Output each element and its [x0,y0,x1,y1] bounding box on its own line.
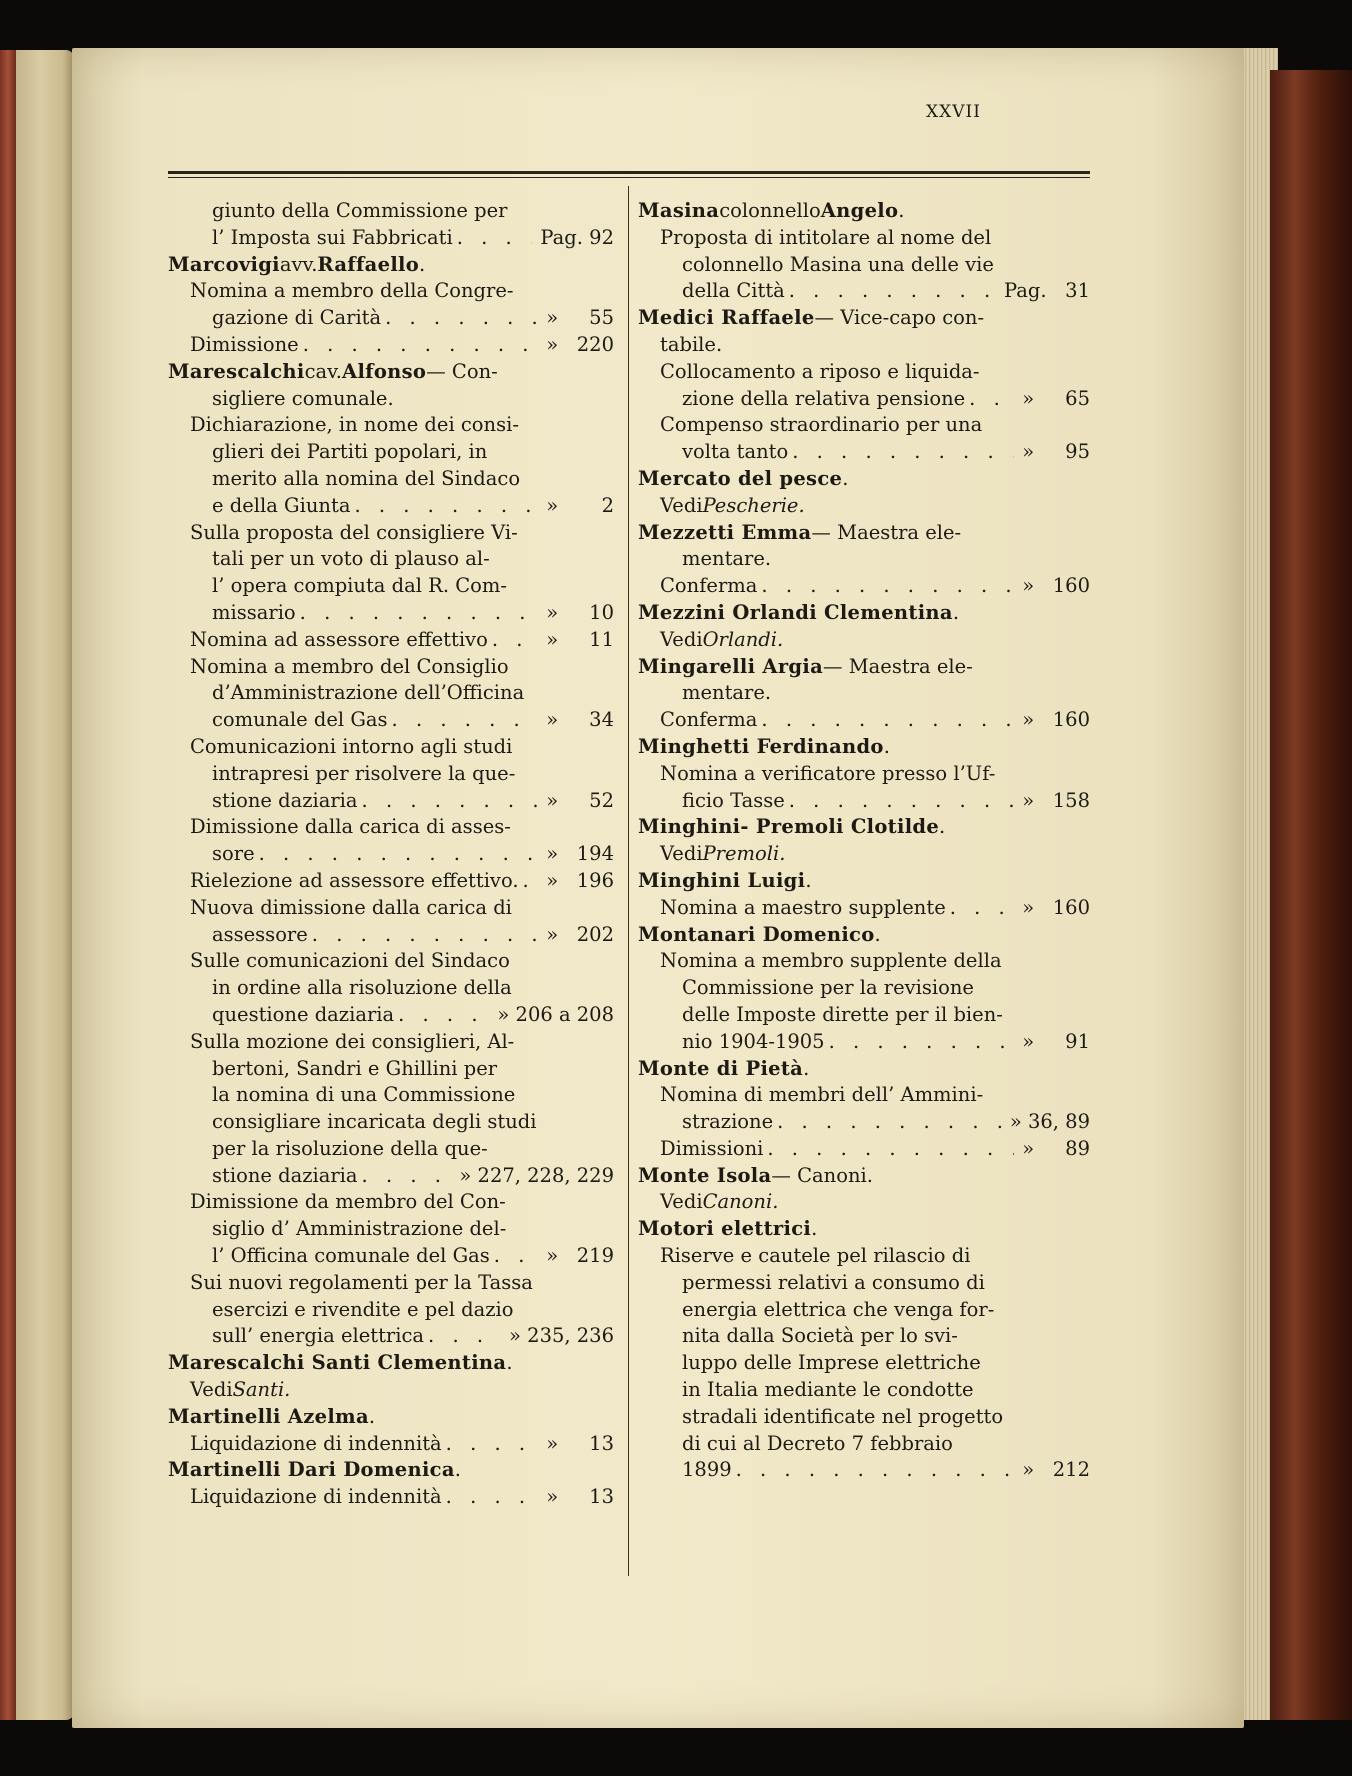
line-text: l’ opera compiuta dal R. Com- [212,574,507,598]
line-text: missario [212,600,296,624]
line-text: e della Giunta [212,493,351,517]
heading-name: Motori elettrici [638,1217,812,1241]
line-text: Nomina a maestro supplente [660,895,946,919]
index-line [168,225,614,252]
index-line [168,600,614,627]
line-text: giunto della Commissione per [212,199,508,222]
line-text: Conferma [660,708,758,732]
index-line [168,627,614,654]
line-text: Conferma [660,574,758,598]
line-text: Vedi [660,493,703,517]
heading-tail: . [368,1404,376,1428]
line-text: Rielezione ad assessore effettivo. [190,868,519,892]
line-text: in ordine alla risoluzione della [212,976,512,1000]
heading-tail: . [939,815,946,839]
index-line [638,975,1090,1002]
line-text: Dichiarazione, in nome dei consi- [190,413,519,437]
index-line [638,1082,1090,1109]
heading-name: Monte di Pietà [638,1056,804,1080]
page-reference: » 55 [546,306,614,330]
line-text: Dimissione da membro del Con- [190,1190,506,1214]
index-line [168,814,614,841]
index-line [168,439,614,466]
line-text: consigliare incaricata degli studi [212,1110,537,1134]
page-reference: » 220 [546,332,614,356]
dot-leader [350,493,538,520]
index-line [638,252,1090,279]
index-heading [638,922,1090,949]
line-text: zione della relativa pensione [682,386,966,410]
header-rule [168,171,1090,174]
index-line [638,680,1090,707]
line-text: Nomina a membro della Congre- [190,279,514,303]
page-reference: » 91 [1022,1029,1090,1053]
index-line [638,386,1090,413]
line-text: Liquidazione di indennità [190,1431,442,1455]
line-text: assessore [212,922,308,946]
column-divider [628,186,629,1576]
index-line [638,332,1090,359]
heading-given-name: Raffaello [317,252,420,276]
page-reference: Pag. 31 [1004,279,1090,303]
cross-reference: Pescherie. [702,493,805,517]
index-heading [638,466,1090,493]
line-text: Nomina a membro supplente della [660,949,1002,973]
left-index-column [168,198,614,1511]
line-text: permessi relativi a consumo di [682,1270,985,1294]
heading-name: Minghetti Ferdinando [638,734,884,758]
index-heading [638,868,1090,895]
dot-leader [442,1484,539,1511]
index-line [638,841,1090,868]
line-text: luppo delle Imprese elettriche [682,1351,981,1375]
index-line [168,305,614,332]
index-line [638,1377,1090,1404]
line-text: intrapresi per risolvere la que- [212,761,516,785]
index-line [168,332,614,359]
line-text: sigliere comunale. [212,386,394,410]
heading-tail: . [506,1351,513,1375]
page-reference: » 194 [546,842,614,866]
heading-tail: — Maestra ele- [823,654,973,678]
index-line [168,707,614,734]
index-line [168,520,614,547]
index-line [638,1029,1090,1056]
index-line [168,1377,614,1404]
heading-name: Medici Raffaele [638,306,815,330]
line-text: Nomina ad assessore effettivo [190,627,488,651]
heading-title: cav. [304,359,343,383]
index-line [168,1431,614,1458]
line-text: ficio Tasse [682,788,785,812]
index-heading [638,734,1090,761]
index-line [168,734,614,761]
index-line [638,1323,1090,1350]
index-line [638,1404,1090,1431]
index-line [168,948,614,975]
line-text: mentare. [682,681,772,705]
dot-leader [388,707,539,734]
index-line [168,386,614,413]
index-heading [168,359,614,386]
heading-tail: — Canoni. [771,1163,873,1187]
heading-name: Mercato del pesce [638,466,843,490]
dot-leader [394,1002,489,1029]
index-line [168,466,614,493]
index-heading [168,1404,614,1431]
index-heading [638,198,1090,225]
page-reference: » 160 [1022,574,1090,598]
index-line [638,761,1090,788]
line-text: l’ Imposta sui Fabbricati [212,225,453,249]
index-line [168,868,614,895]
dot-leader [965,386,1014,413]
heading-name: Martinelli Dari Domenica [168,1458,455,1482]
index-line [168,1189,614,1216]
heading-tail: — Maestra ele- [811,520,962,544]
heading-tail: . [842,466,849,490]
line-text: Sulle comunicazioni del Sindaco [190,949,510,973]
page-reference: » 11 [546,627,614,651]
index-line [638,1431,1090,1458]
index-line [168,1029,614,1056]
index-line [168,1297,614,1324]
index-heading [638,1163,1090,1190]
line-text: Proposta di intitolare al nome del [660,225,992,249]
line-text: questione daziaria [212,1002,395,1026]
line-text: nita dalla Società per lo svi- [682,1324,958,1348]
index-line [638,573,1090,600]
index-line [168,1243,614,1270]
line-text: energia elettrica che venga for- [682,1297,995,1321]
page-reference: » 235, 236 [509,1324,614,1348]
line-text: siglio d’ Amministrazione del- [212,1217,507,1241]
line-text: Dimissione dalla carica di asses- [190,815,511,839]
dot-leader [773,1109,1002,1136]
index-heading [168,1457,614,1484]
page-reference: » 34 [546,708,614,732]
line-text: Vedi [190,1378,233,1402]
index-line [168,680,614,707]
heading-tail: . [898,199,905,222]
dot-leader [785,278,996,305]
index-line [638,225,1090,252]
index-line [168,1216,614,1243]
dot-leader [488,627,538,654]
heading-name: Minghini Luigi [638,868,806,892]
line-text: tabile. [660,332,723,356]
dot-leader [757,707,1014,734]
index-line [638,707,1090,734]
heading-given-name: Angelo [820,199,899,222]
index-line [168,788,614,815]
heading-tail: . [883,734,890,758]
line-text: merito alla nomina del Sindaco [212,466,521,490]
line-text: Dimissione [190,332,299,356]
dot-leader [946,895,1015,922]
page-reference: » 10 [546,600,614,624]
index-line [168,1002,614,1029]
cross-reference: Canoni. [702,1190,779,1214]
heading-name: Marescalchi [168,359,305,383]
heading-given-name: Alfonso [342,359,427,383]
page-reference: » 36, 89 [1009,1110,1090,1134]
index-line [168,1109,614,1136]
line-text: comunale del Gas [212,708,388,732]
heading-tail: . [952,600,960,624]
index-line [168,573,614,600]
line-text: Sulla mozione dei consiglieri, Al- [190,1029,515,1053]
index-line [638,1270,1090,1297]
index-line [638,278,1090,305]
heading-name: Masina [638,199,720,222]
index-line [168,198,614,225]
page-reference: » 160 [1022,708,1090,732]
heading-tail: . [811,1217,818,1241]
index-line [168,278,614,305]
page-reference: » 212 [1022,1458,1090,1482]
line-text: strazione [682,1110,774,1134]
heading-name: Mezzetti Emma [638,520,812,544]
index-line [168,1323,614,1350]
line-text: Sulla proposta del consigliere Vi- [190,520,518,544]
dot-leader [519,868,539,895]
index-line [638,1457,1090,1484]
dot-leader [358,788,539,815]
page-reference: » 52 [546,788,614,812]
line-text: mentare. [682,547,772,571]
heading-title: colonnello [719,199,821,222]
index-heading [168,1350,614,1377]
index-line [638,1350,1090,1377]
heading-name: Minghini- Premoli Clotilde [638,815,940,839]
dot-leader [308,922,538,949]
line-text: Nomina di membri dell’ Ammini- [660,1083,984,1107]
line-text: sore [212,842,255,866]
index-line [168,975,614,1002]
page-reference: » 65 [1022,386,1090,410]
index-line [638,546,1090,573]
cross-reference: Santi. [232,1378,291,1402]
page-reference: » 219 [546,1244,614,1268]
page-reference: Pag. 92 [540,225,614,249]
cross-reference: Premoli. [702,842,786,866]
index-line [638,788,1090,815]
line-text: della Città [682,279,785,303]
index-line [638,412,1090,439]
line-text: stione daziaria [212,1163,358,1187]
heading-name: Mezzini Orlandi Clementina [638,600,953,624]
dot-leader [442,1431,539,1458]
index-line [638,359,1090,386]
line-text: per la risoluzione della que- [212,1136,488,1160]
line-text: Vedi [660,1190,703,1214]
dot-leader [453,225,533,252]
line-text: Nomina a verificatore presso l’Uf- [660,761,996,785]
heading-tail: . [874,922,881,946]
index-line [638,1002,1090,1029]
index-line [168,841,614,868]
line-text: sull’ energia elettrica [212,1324,425,1348]
line-text: Commissione per la revisione [682,976,974,1000]
index-line [168,1484,614,1511]
index-heading [638,1216,1090,1243]
dot-leader [358,1163,452,1190]
page-reference: » 196 [546,868,614,892]
facing-page-edge [0,50,74,1720]
index-line [638,439,1090,466]
heading-name: Martinelli Azelma [168,1404,369,1428]
line-text: bertoni, Sandri e Ghillini per [212,1056,498,1080]
heading-tail: . [419,252,426,276]
index-line [168,1270,614,1297]
line-text: glieri dei Partiti popolari, in [212,440,488,464]
line-text: volta tanto [682,440,789,464]
index-line [168,412,614,439]
line-text: Vedi [660,842,703,866]
heading-title: avv. [279,252,318,276]
index-line [168,1056,614,1083]
index-line [638,627,1090,654]
index-line [638,1297,1090,1324]
dot-leader [381,305,538,332]
heading-name: Marcovigi [168,252,280,276]
book-cover-board [1270,70,1352,1720]
index-heading [638,814,1090,841]
heading-tail: — Con- [426,359,498,383]
heading-name: Mingarelli Argia [638,654,824,678]
index-heading [638,654,1090,681]
dot-leader [424,1323,501,1350]
line-text: Nomina a membro del Consiglio [190,654,509,678]
dot-leader [299,332,539,359]
dot-leader [825,1029,1015,1056]
line-text: Collocamento a riposo e liquida- [660,359,980,383]
dot-leader [757,573,1014,600]
index-line [638,1243,1090,1270]
page-reference: » 13 [546,1431,614,1455]
index-line [168,654,614,681]
line-text: la nomina di una Commissione [212,1083,516,1107]
heading-tail: . [454,1458,461,1482]
index-line [638,1109,1090,1136]
line-text: d’Amministrazione dell’Officina [212,681,525,705]
index-line [168,922,614,949]
index-line [638,895,1090,922]
dot-leader [785,788,1014,815]
page-reference: » 158 [1022,788,1090,812]
line-text: Comunicazioni intorno agli studi [190,734,513,758]
heading-tail: . [803,1056,810,1080]
header-rule-thin [168,177,1090,178]
page-reference: » 95 [1022,440,1090,464]
index-heading [638,520,1090,547]
line-text: Nuova dimissione dalla carica di [190,895,512,919]
index-line [638,948,1090,975]
page-reference: » 89 [1022,1136,1090,1160]
index-line [168,1163,614,1190]
page-reference: » 202 [546,922,614,946]
line-text: Liquidazione di indennità [190,1485,442,1509]
line-text: in Italia mediante le condotte [682,1378,974,1402]
index-line [168,546,614,573]
page-reference: » 13 [546,1485,614,1509]
dot-leader [732,1457,1015,1484]
index-line [638,1189,1090,1216]
index-heading [638,1056,1090,1083]
line-text: di cui al Decreto 7 febbraio [682,1431,953,1455]
page-reference: » 227, 228, 229 [459,1163,614,1187]
dot-leader [255,841,539,868]
index-line [168,1136,614,1163]
index-heading [638,305,1090,332]
line-text: Compenso straordinario per una [660,413,983,437]
heading-tail: . [805,868,812,892]
page-reference: » 206 a 208 [497,1002,614,1026]
index-heading [638,600,1090,627]
index-line [168,1082,614,1109]
line-text: colonnello Masina una delle vie [682,252,994,276]
heading-name: Monte Isola [638,1163,772,1187]
line-text: Sui nuovi regolamenti per la Tassa [190,1270,533,1294]
page-reference: » 160 [1022,895,1090,919]
line-text: gazione di Carità [212,306,382,330]
line-text: Vedi [660,627,703,651]
cross-reference: Orlandi. [702,627,784,651]
heading-name: Montanari Domenico [638,922,875,946]
index-line [168,493,614,520]
dot-leader [490,1243,538,1270]
index-line [638,493,1090,520]
page-number: XXVII [926,102,981,122]
line-text: nio 1904-1905 [682,1029,825,1053]
right-index-column [638,198,1090,1484]
index-line [168,895,614,922]
line-text: delle Imposte dirette per il bien- [682,1002,1003,1026]
page-reference: » 2 [546,493,614,517]
heading-name: Marescalchi Santi Clementina [168,1351,507,1375]
line-text: 1899 [682,1458,732,1482]
index-line [168,761,614,788]
index-heading [168,252,614,279]
index-line [638,1136,1090,1163]
line-text: tali per un voto di plauso al- [212,547,490,571]
book-spine [0,50,16,1720]
line-text: esercizi e rivendite e pel dazio [212,1297,514,1321]
line-text: stione daziaria [212,788,358,812]
heading-tail: — Vice-capo con- [814,306,985,330]
dot-leader [763,1136,1014,1163]
dot-leader [296,600,539,627]
line-text: l’ Officina comunale del Gas [212,1244,490,1268]
line-text: Riserve e cautele pel rilascio di [660,1244,971,1268]
line-text: Dimissioni [660,1136,764,1160]
line-text: stradali identificate nel progetto [682,1404,1004,1428]
dot-leader [788,439,1014,466]
